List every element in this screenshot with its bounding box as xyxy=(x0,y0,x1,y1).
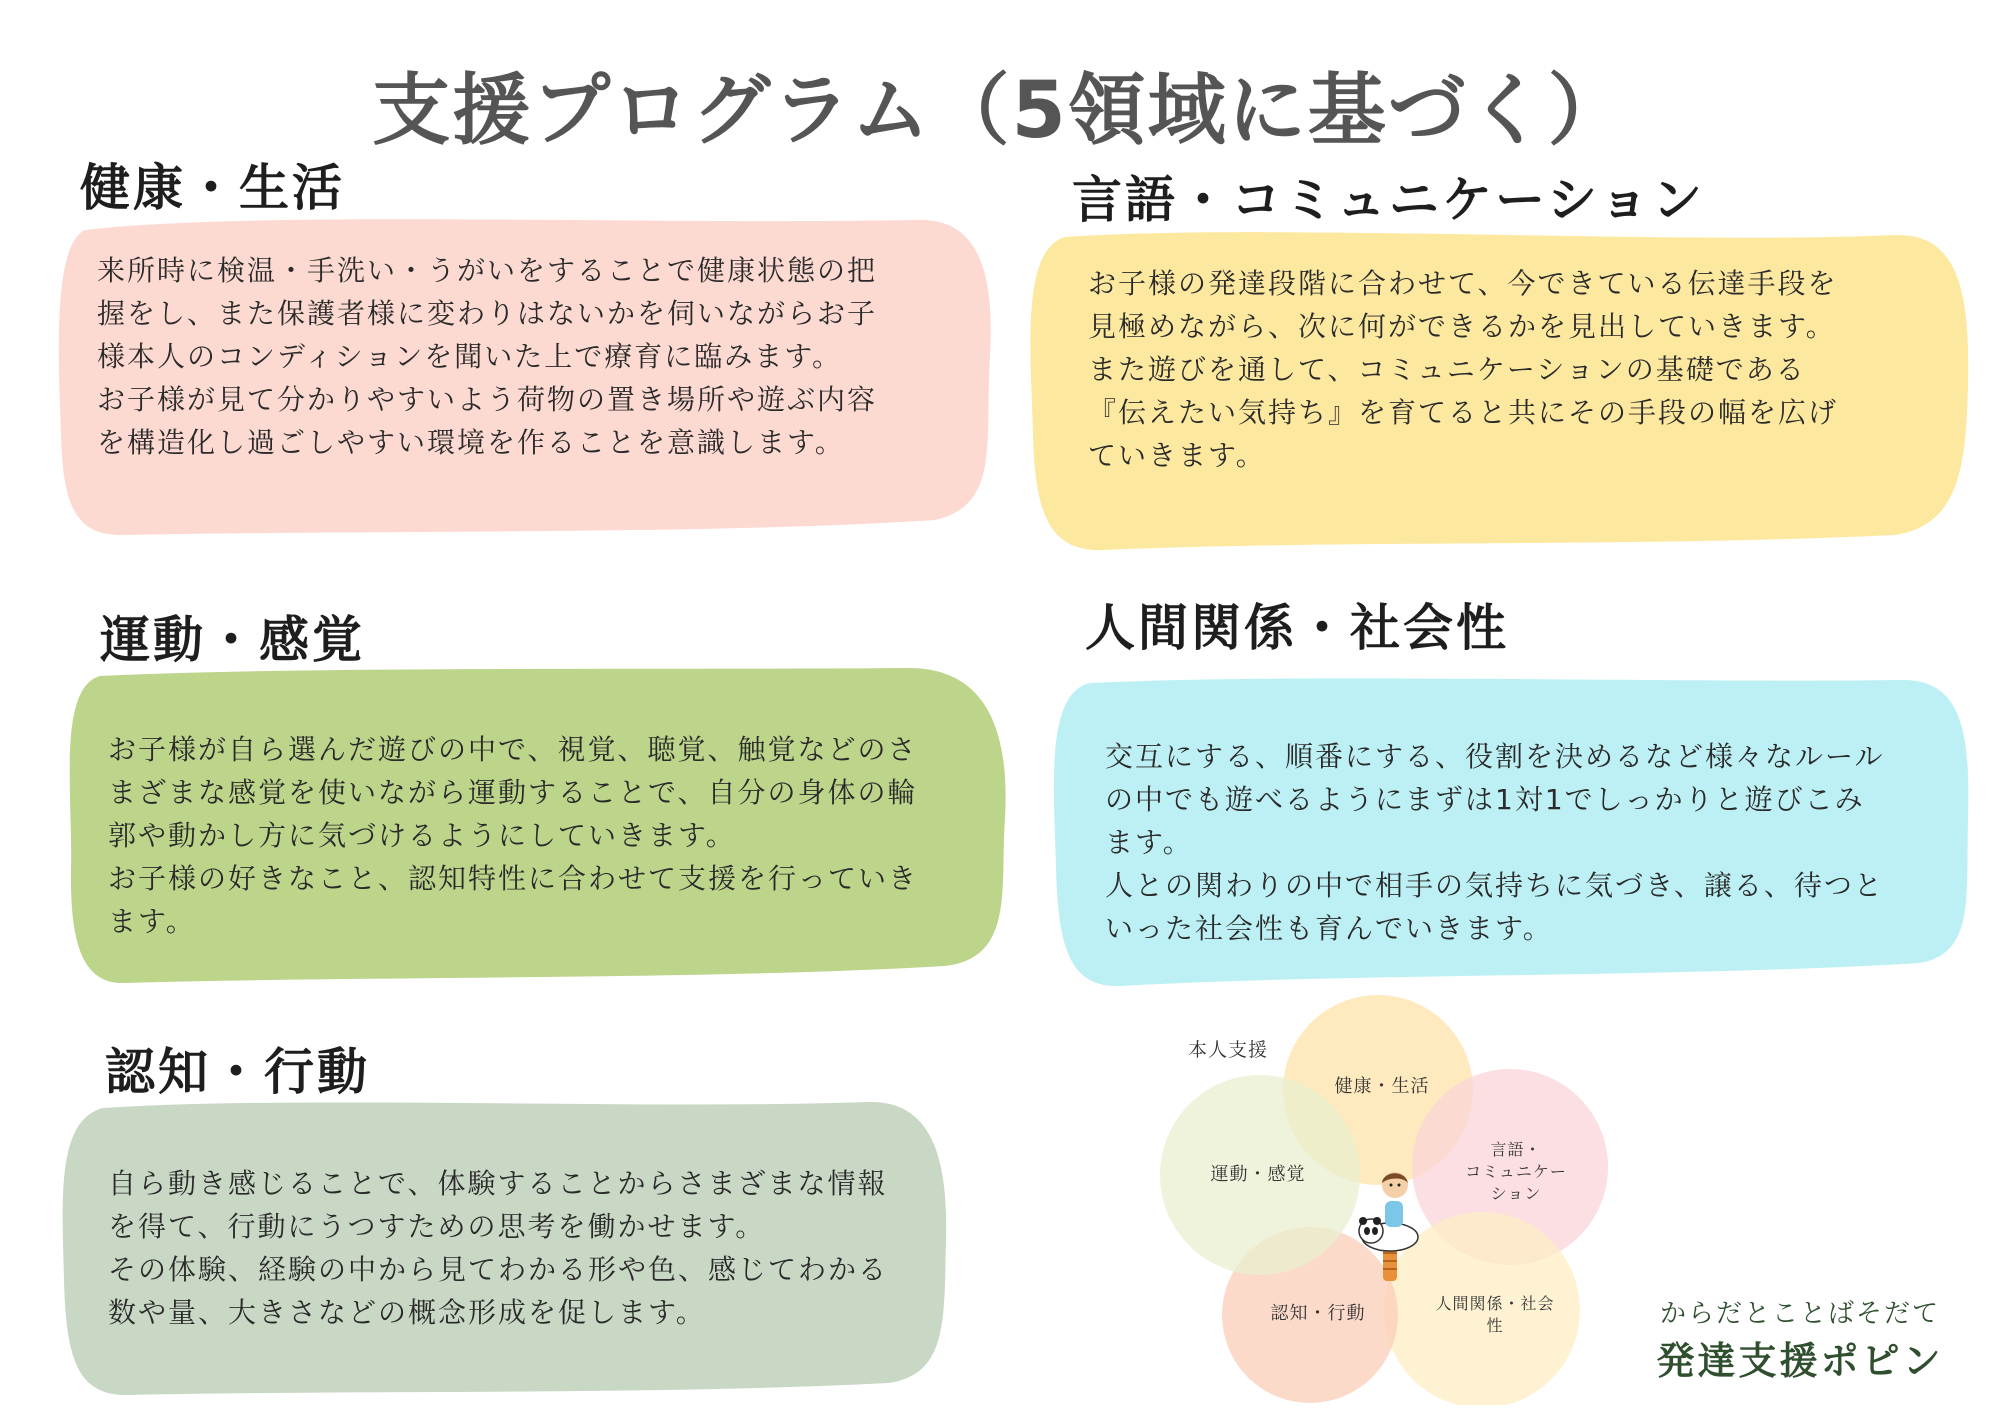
section-heading-health: 健康・生活 xyxy=(80,159,345,217)
section-text-health: 来所時に検温・手洗い・うがいをすることで健康状態の把 握をし、また保護者様に変わりはないかを伺いながらお子 様本人のコンディションを聞いた上で療育に臨みます。 お子様が見て分かりやすいよう荷物の置き場所や遊ぶ内容 を構造化し過ごしやすい環境を作ることを意識します。 xyxy=(97,254,878,459)
brand-tagline: からだとことばそだて xyxy=(1659,1299,1940,1329)
diagram-label-health: 健康・生活 xyxy=(1334,1076,1430,1097)
section-heading-cognition: 認知・行動 xyxy=(105,1043,370,1101)
section-heading-communication: 言語・コミュニケーション xyxy=(1072,171,1705,229)
diagram-label-cognition: 認知・行動 xyxy=(1270,1303,1366,1324)
page-title: 支援プログラム（5領域に基づく） xyxy=(372,66,1628,156)
five-domain-diagram xyxy=(1150,985,1630,1405)
diagram-label-communication: 言語・ コミュニケーション xyxy=(1465,1140,1567,1203)
brand-logo-text: 発達支援ポピン xyxy=(1656,1339,1944,1383)
section-text-cognition: 自ら動き感じることで、体験することからさまざまな情報 を得て、行動にうつすための思考を働かせます。 その体験、経験の中から見てわかる形や色、感じてわかる 数や量、大きさなどの概念形成を促します。 xyxy=(108,1167,889,1329)
section-text-social: 交互にする、順番にする、役割を決めるなど様々なルール の中でも遊べるようにまずは1対1でしっかりと遊びこみ ます。 人との関わりの中で相手の気持ちに気づき、譲る、待つと いった社会性も育んでいきます。 xyxy=(1105,740,1885,945)
section-text-motor: お子様が自ら選んだ遊びの中で、視覚、聴覚、触覚などのさ まざまな感覚を使いながら運動することで、自分の身体の輪 郭や動かし方に気づけるようにしていきます。 お子様の好きなこと、認知特性に合わせて支援を行っていき ます。 xyxy=(108,733,919,938)
diagram-center-label: 本人支援 xyxy=(1187,1039,1269,1061)
section-heading-social: 人間関係・社会性 xyxy=(1085,599,1509,657)
child-on-spring-rider-icon xyxy=(1355,1165,1425,1285)
section-heading-motor: 運動・感覚 xyxy=(100,611,365,669)
diagram-label-social: 人間関係・社会性 xyxy=(1435,1294,1555,1335)
section-text-communication: お子様の発達段階に合わせて、今できている伝達手段を 見極めながら、次に何ができるかを見出していきます。 また遊びを通して、コミュニケーションの基礎である 『伝えたい気持ち』を育てると共にその手段の幅を広げ ていきます。 xyxy=(1088,267,1839,472)
diagram-label-motor: 運動・感覚 xyxy=(1210,1164,1306,1185)
